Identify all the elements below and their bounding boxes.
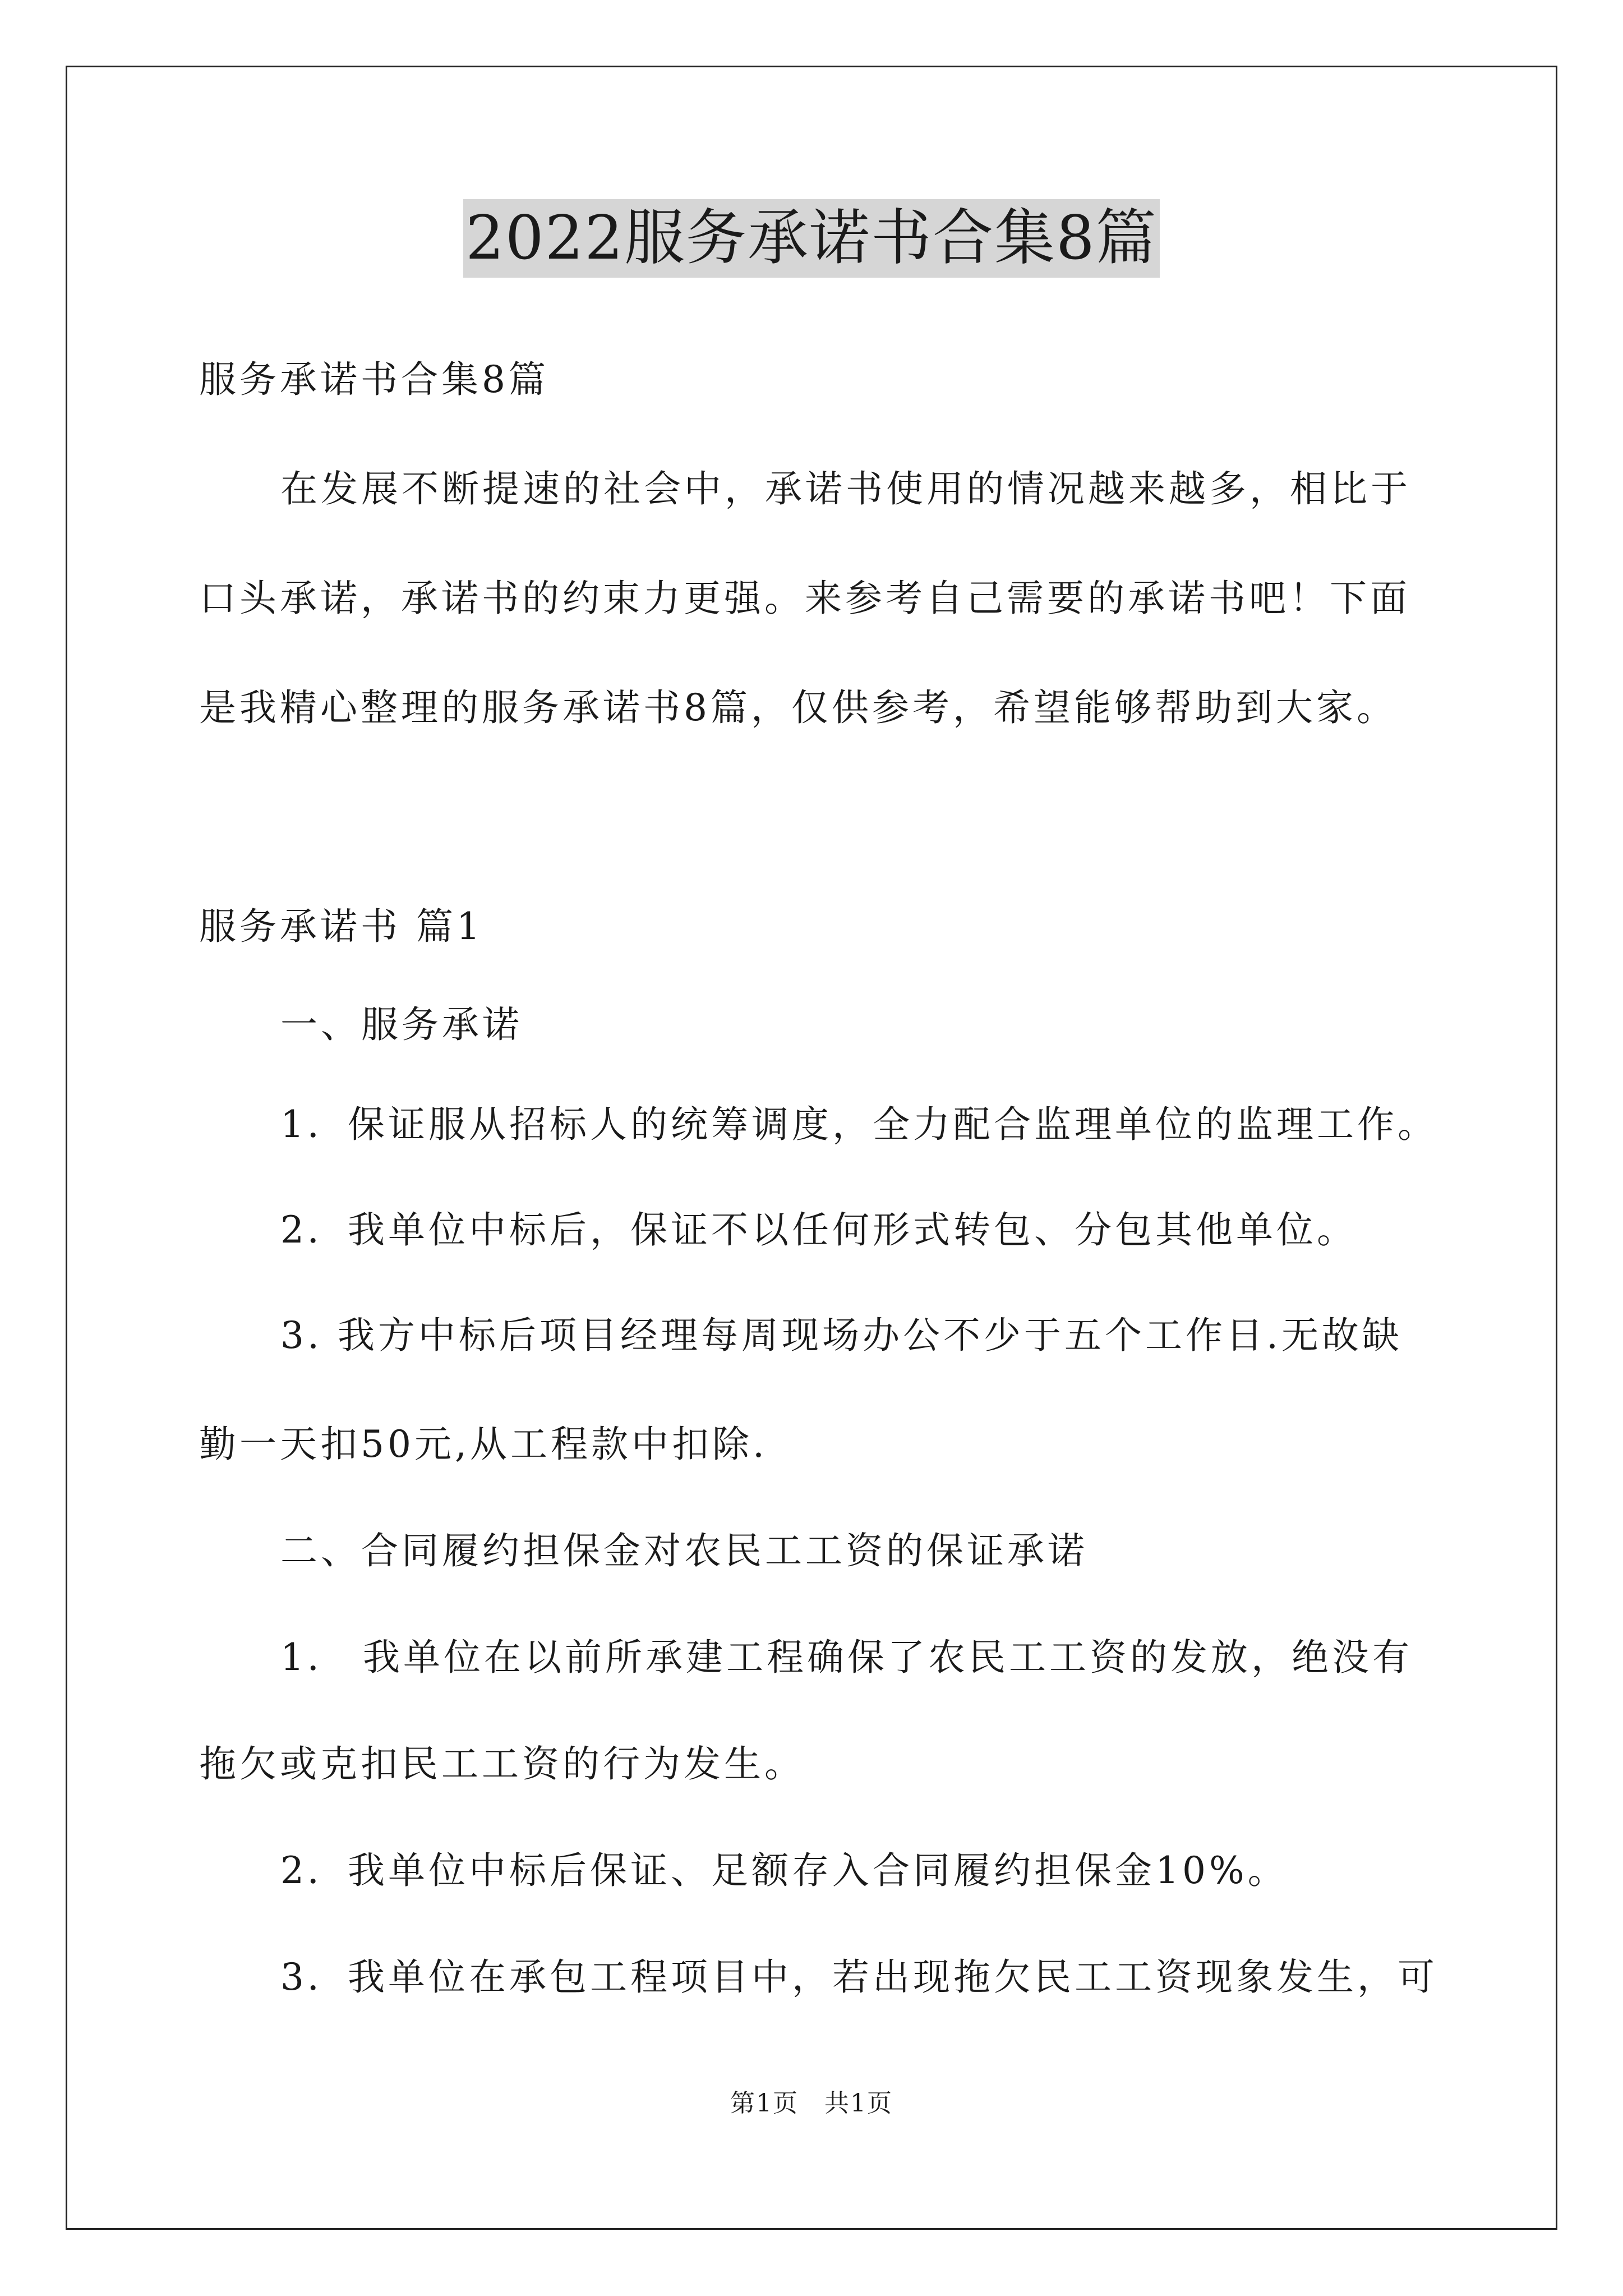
part1-item-2: 2．我单位中标后，保证不以任何形式转包、分包其他单位。 [280, 1208, 1357, 1251]
document-subtitle: 服务承诺书合集8篇 [199, 358, 549, 401]
intro-line-2: 口头承诺，承诺书的约束力更强。来参考自己需要的承诺书吧！下面 [199, 577, 1410, 620]
part2-item-3: 3．我单位在承包工程项目中，若出现拖欠民工工资现象发生，可 [280, 1955, 1438, 1999]
page-number-footer: 第1页 共1页 [730, 2089, 893, 2118]
part1-item-1: 1．保证服从招标人的统筹调度，全力配合监理单位的监理工作。 [280, 1103, 1438, 1146]
intro-line-3: 是我精心整理的服务承诺书8篇，仅供参考，希望能够帮助到大家。 [199, 686, 1397, 729]
document-title: 2022服务承诺书合集8篇 [463, 199, 1160, 278]
title-container [0, 199, 1623, 278]
part1-heading: 一、服务承诺 [280, 1003, 523, 1046]
intro-line-1: 在发展不断提速的社会中，承诺书使用的情况越来越多，相比于 [280, 467, 1411, 510]
part1-item-3-continued: 勤一天扣50元,从工程款中扣除. [199, 1423, 768, 1466]
part2-item-1-continued: 拖欠或克扣民工工资的行为发生。 [199, 1742, 805, 1786]
part2-item-2: 2．我单位中标后保证、足额存入合同履约担保金10%。 [280, 1849, 1288, 1892]
part2-item-1: 1． 我单位在以前所承建工程确保了农民工工资的发放，绝没有 [280, 1636, 1413, 1679]
part1-item-3: 3. 我方中标后项目经理每周现场办公不少于五个工作日.无故缺 [280, 1314, 1403, 1357]
part2-heading: 二、合同履约担保金对农民工工资的保证承诺 [280, 1529, 1088, 1572]
section-heading: 服务承诺书 篇1 [199, 905, 483, 948]
